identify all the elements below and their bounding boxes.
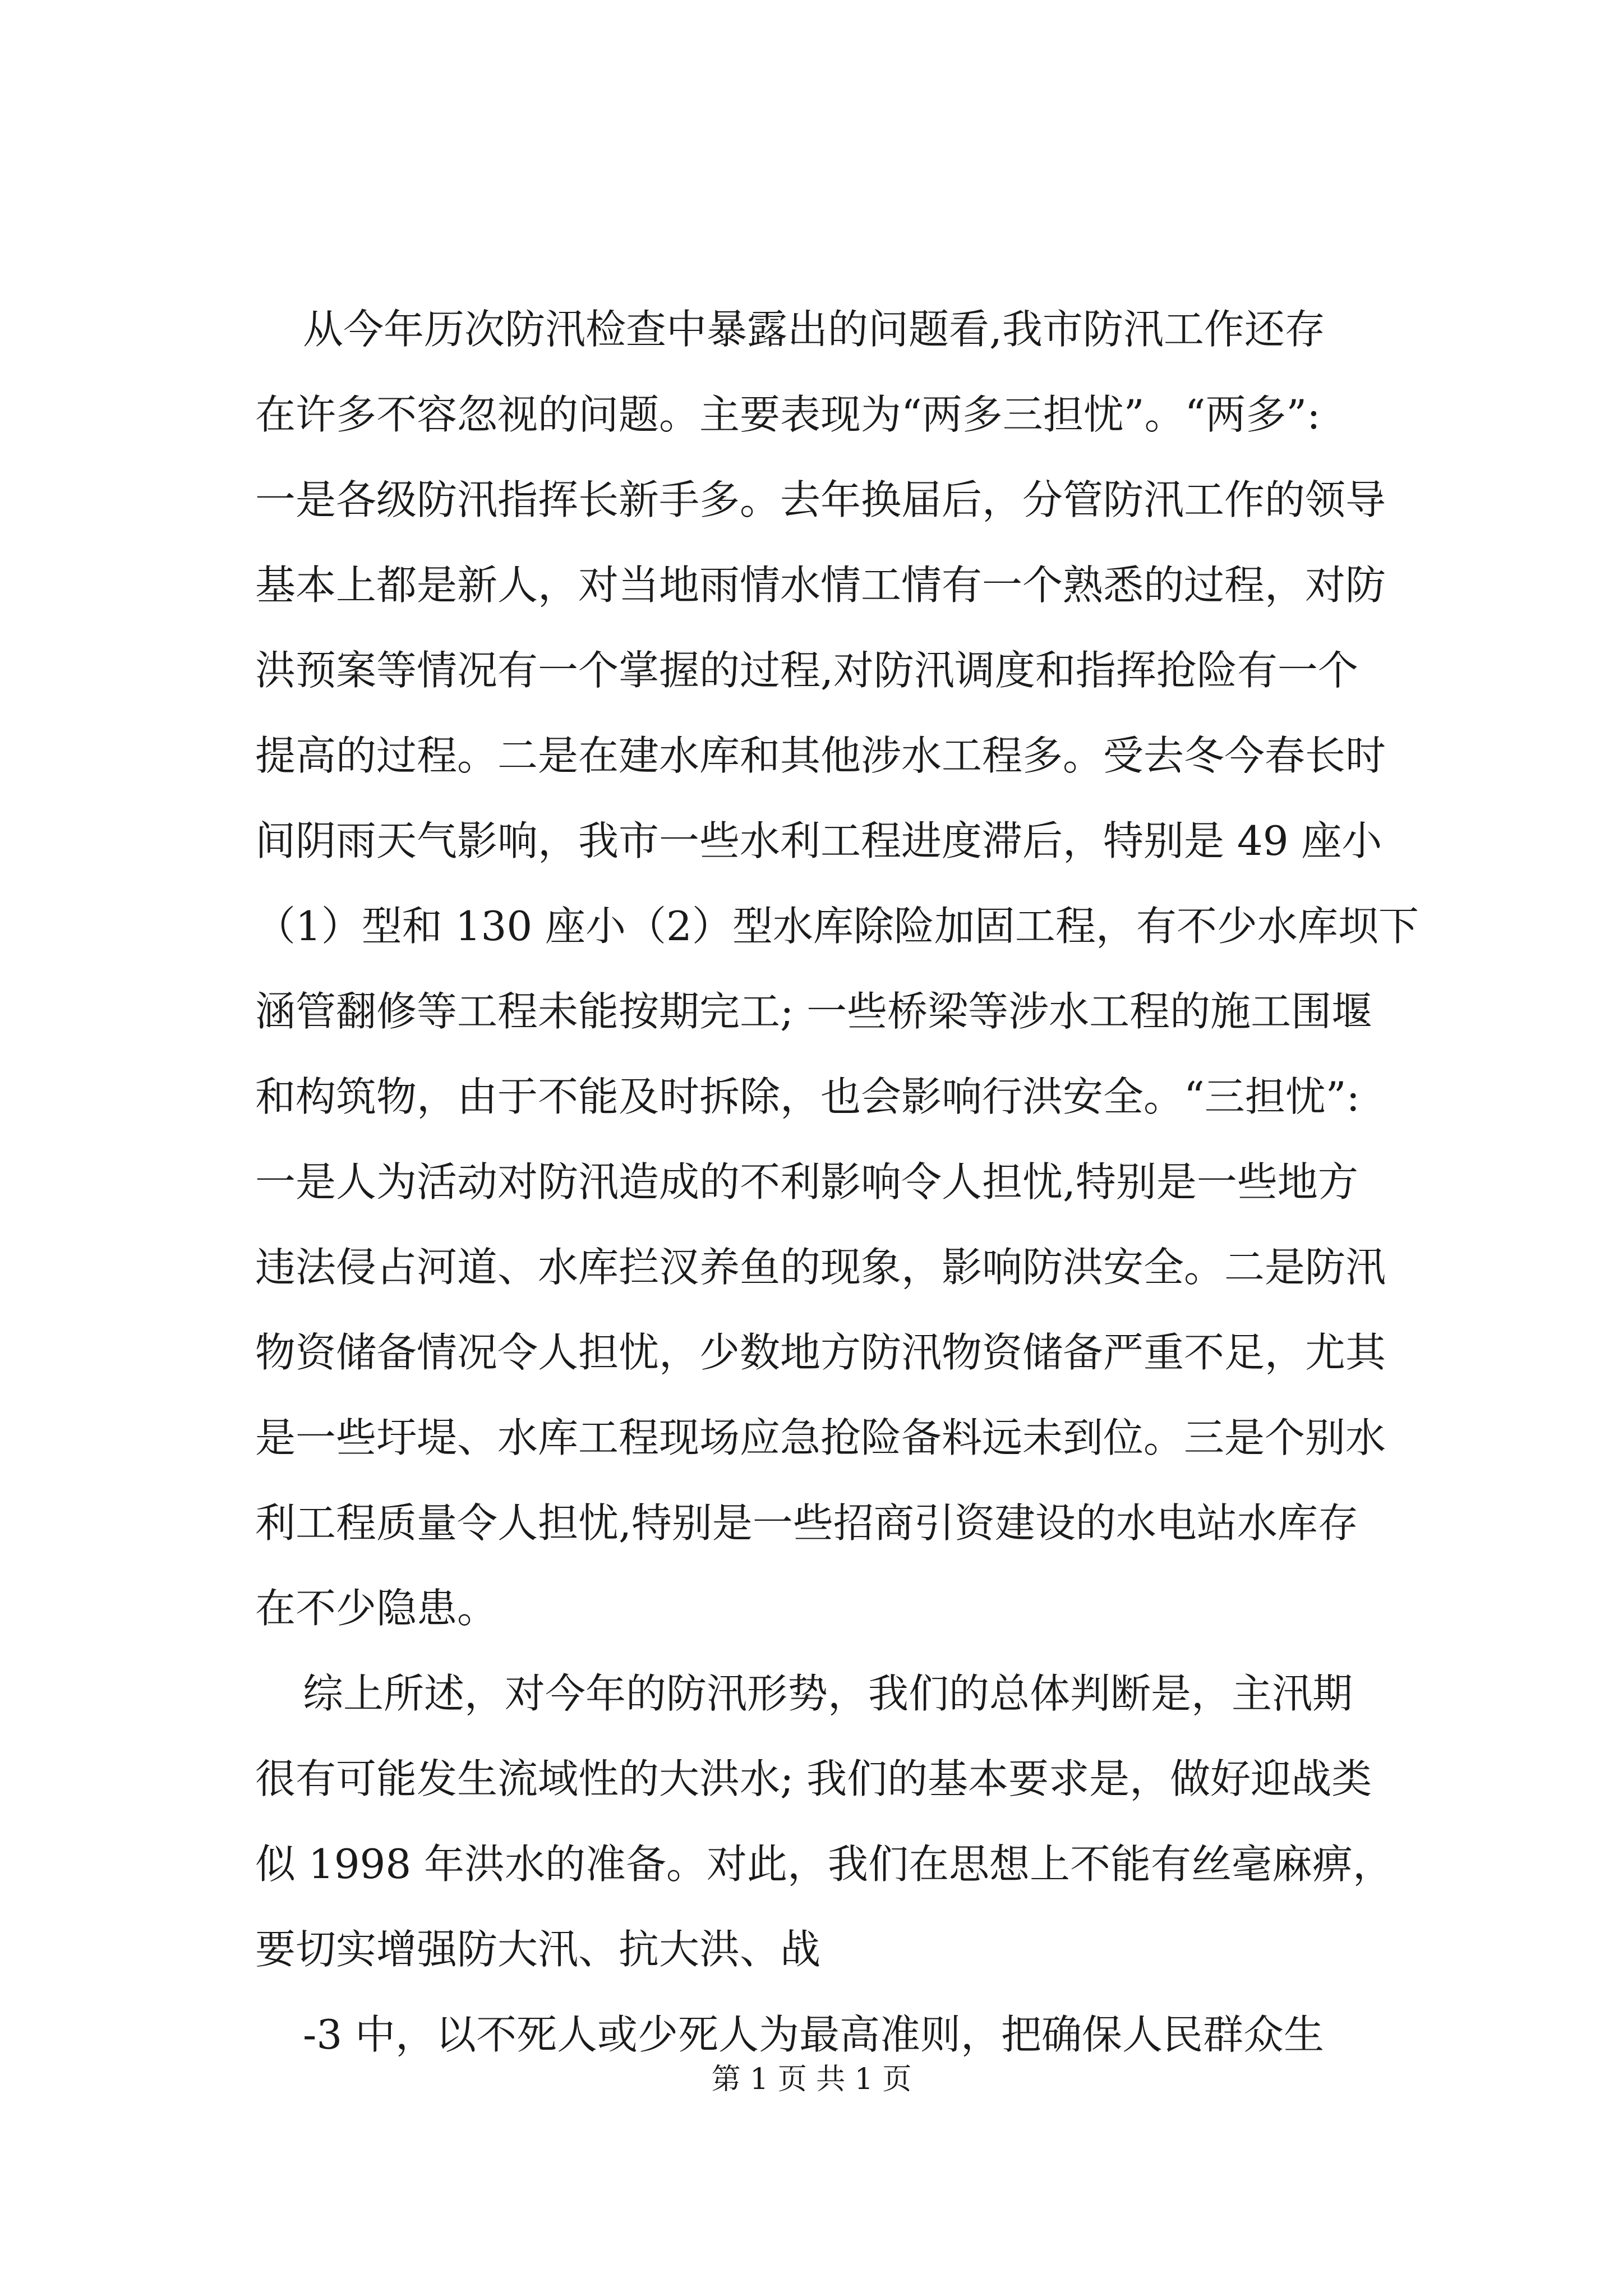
text-line: 要切实增强防大汛、抗大洪、战 (255, 1926, 821, 1973)
text-line: 很有可能发生流域性的大洪水; 我们的基本要求是，做好迎战类 (255, 1755, 1372, 1802)
text-line: 是一些圩堤、水库工程现场应急抢险备料远未到位。三是个别水 (255, 1414, 1386, 1461)
page-footer: 第 1 页 共 1 页 (711, 2063, 912, 2096)
text-line: 和构筑物，由于不能及时拆除，也会影响行洪安全。“三担忧”: (255, 1073, 1360, 1120)
text-line: 间阴雨天气影响，我市一些水利工程进度滞后，特别是 49 座小 (255, 817, 1382, 864)
text-line: 似 1998 年洪水的准备。对此，我们在思想上不能有丝毫麻痹， (255, 1841, 1394, 1888)
text-line: -3 中，以不死人或少死人为最高准则，把确保人民群众生 (303, 2011, 1325, 2058)
text-line: 提高的过程。二是在建水库和其他涉水工程多。受去冬今春长时 (255, 732, 1386, 779)
text-line: （1）型和 130 座小（2）型水库除险加固工程，有不少水库坝下 (255, 903, 1419, 950)
text-line: 从今年历次防汛检查中暴露出的问题看,我市防汛工作还存 (303, 306, 1325, 353)
text-line: 利工程质量令人担忧,特别是一些招商引资建设的水电站水库存 (255, 1499, 1358, 1547)
text-line: 洪预案等情况有一个掌握的过程,对防汛调度和指挥抢险有一个 (255, 647, 1358, 694)
text-line: 综上所述，对今年的防汛形势，我们的总体判断是，主汛期 (303, 1670, 1353, 1717)
text-line: 在不少隐患。 (255, 1585, 498, 1632)
text-line: 涵管翻修等工程未能按期完工; 一些桥梁等涉水工程的施工围堰 (255, 988, 1372, 1035)
text-line: 一是各级防汛指挥长新手多。去年换届后，分管防汛工作的领导 (255, 476, 1386, 523)
text-line: 物资储备情况令人担忧，少数地方防汛物资储备严重不足，尤其 (255, 1329, 1386, 1376)
text-line: 一是人为活动对防汛造成的不利影响令人担忧,特别是一些地方 (255, 1158, 1358, 1205)
text-line: 在许多不容忽视的问题。主要表现为“两多三担忧”。“两多”: (255, 391, 1321, 438)
text-line: 基本上都是新人，对当地雨情水情工情有一个熟悉的过程，对防 (255, 562, 1386, 609)
text-line: 违法侵占河道、水库拦汊养鱼的现象，影响防洪安全。二是防汛 (255, 1244, 1386, 1291)
